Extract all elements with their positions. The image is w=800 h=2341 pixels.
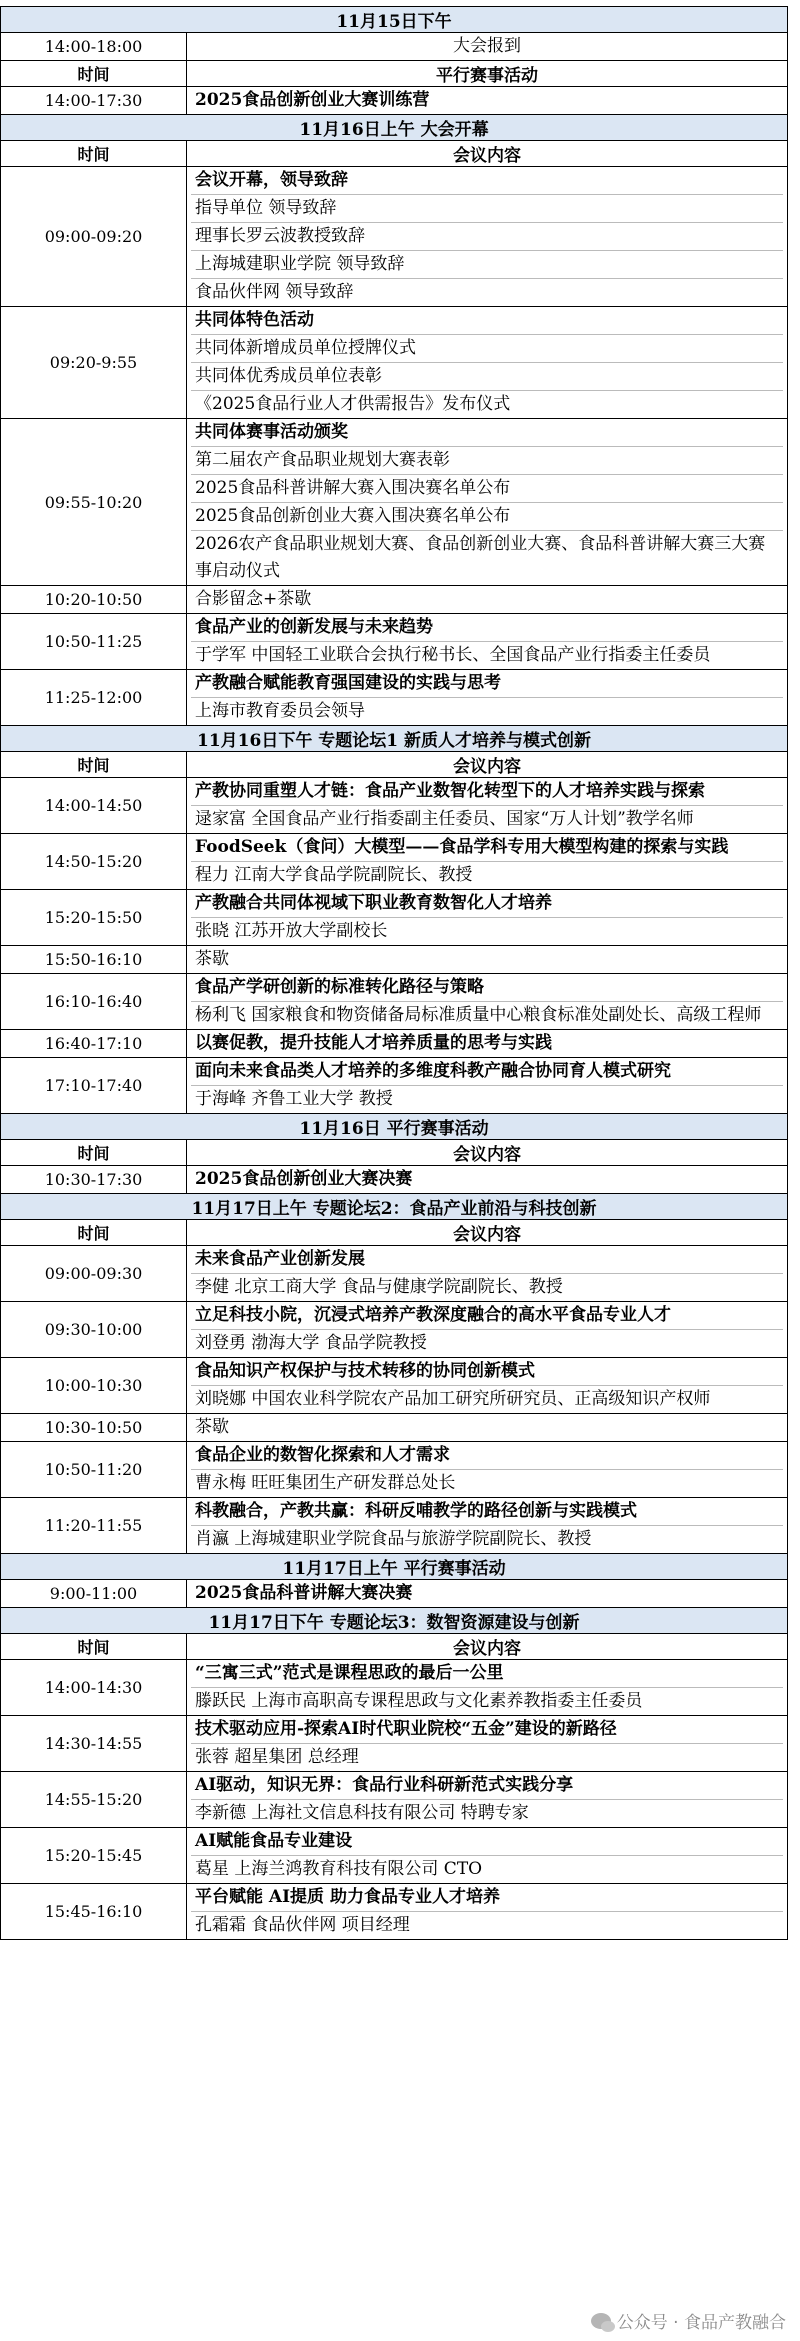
section-title: 11月17日上午 平行赛事活动 [1, 1554, 788, 1580]
session-time: 10:30-17:30 [1, 1166, 187, 1194]
time-column-header: 时间 [1, 1140, 187, 1166]
time-column-header: 时间 [1, 1220, 187, 1246]
session-detail: 杨利飞 国家粮食和物资储备局标准质量中心粮食标准处副处长、高级工程师 [195, 1005, 762, 1025]
session-title: 食品知识产权保护与技术转移的协同创新模式 [191, 1358, 783, 1386]
session-detail: 《2025食品行业人才供需报告》发布仪式 [195, 394, 511, 414]
section-header-row [1, 726, 788, 752]
session-row [1, 670, 788, 726]
time-column-header: 时间 [1, 752, 187, 778]
session-content [187, 778, 788, 834]
session-content [187, 946, 788, 974]
section-header-row [1, 1114, 788, 1140]
session-title: 平台赋能 AI提质 助力食品专业人才培养 [191, 1884, 783, 1912]
session-detail: 大会报到 [453, 36, 521, 56]
session-row [1, 946, 788, 974]
session-content [187, 1058, 788, 1114]
session-title: 面向未来食品类人才培养的多维度科教产融合协同育人模式研究 [191, 1058, 783, 1086]
session-detail: 食品伙伴网 领导致辞 [195, 282, 354, 302]
session-content [187, 1030, 788, 1058]
time-column-header: 时间 [1, 141, 187, 167]
session-detail: 滕跃民 上海市高职高专课程思政与文化素养教指委主任委员 [195, 1691, 643, 1711]
session-content [187, 670, 788, 726]
session-time: 11:20-11:55 [1, 1498, 187, 1554]
time-column-header: 时间 [1, 1634, 187, 1660]
session-content [187, 1442, 788, 1498]
section-header-row [1, 1194, 788, 1220]
session-detail: 2025食品科普讲解大赛入围决赛名单公布 [191, 475, 783, 503]
session-title: FoodSeek（食问）大模型——食品学科专用大模型构建的探索与实践 [191, 834, 783, 862]
session-time: 09:00-09:20 [1, 167, 187, 307]
session-row [1, 307, 788, 419]
session-time: 14:00-18:00 [1, 33, 187, 61]
session-content [187, 614, 788, 670]
section-title: 11月16日下午 专题论坛1 新质人才培养与模式创新 [1, 726, 788, 752]
column-header-row [1, 1634, 788, 1660]
session-row [1, 586, 788, 614]
session-row [1, 1442, 788, 1498]
session-detail: 第二届农产食品职业规划大赛表彰 [191, 447, 783, 475]
session-row [1, 1166, 788, 1194]
section-header-row [1, 1608, 788, 1634]
section-title: 11月16日上午 大会开幕 [1, 115, 788, 141]
session-detail: 2026农产食品职业规划大赛、食品创新创业大赛、食品科普讲解大赛三大赛事启动仪式 [195, 534, 766, 581]
session-title: AI驱动，知识无界：食品行业科研新范式实践分享 [191, 1772, 783, 1800]
session-content [187, 1498, 788, 1554]
session-content [187, 834, 788, 890]
session-content [187, 1246, 788, 1302]
session-row [1, 1716, 788, 1772]
session-time: 14:00-14:30 [1, 1660, 187, 1716]
session-time: 10:30-10:50 [1, 1414, 187, 1442]
content-column-header: 会议内容 [187, 1140, 788, 1166]
session-detail: 张蓉 超星集团 总经理 [195, 1747, 359, 1767]
session-title: 2025食品创新创业大赛训练营 [195, 90, 430, 110]
content-column-header: 会议内容 [187, 141, 788, 167]
session-detail: 李健 北京工商大学 食品与健康学院副院长、教授 [195, 1277, 563, 1297]
session-detail: 曹永梅 旺旺集团生产研发群总处长 [195, 1473, 456, 1493]
session-time: 14:00-14:50 [1, 778, 187, 834]
session-detail: 理事长罗云波教授致辞 [191, 223, 783, 251]
session-title: AI赋能食品专业建设 [191, 1828, 783, 1856]
session-title: 产教融合共同体视域下职业教育数智化人才培养 [191, 890, 783, 918]
session-time: 15:50-16:10 [1, 946, 187, 974]
watermark-text: 公众号 · 食品产教融合 [616, 2313, 786, 2333]
content-column-header: 会议内容 [187, 1220, 788, 1246]
session-content [187, 167, 788, 307]
column-header-row [1, 1140, 788, 1166]
session-detail: 孔霜霜 食品伙伴网 项目经理 [195, 1915, 410, 1935]
session-title: 科教融合，产教共赢：科研反哺教学的路径创新与实践模式 [191, 1498, 783, 1526]
session-time: 16:40-17:10 [1, 1030, 187, 1058]
session-title: 立足科技小院，沉浸式培养产教深度融合的高水平食品专业人才 [191, 1302, 783, 1330]
session-row [1, 1030, 788, 1058]
schedule-body [1, 7, 788, 1940]
session-detail: 刘晓娜 中国农业科学院农产品加工研究所研究员、正高级知识产权师 [195, 1389, 711, 1409]
session-title: 2025食品科普讲解大赛决赛 [195, 1583, 413, 1603]
session-time: 09:20-9:55 [1, 307, 187, 419]
time-column-header: 时间 [1, 61, 187, 87]
section-header-row [1, 115, 788, 141]
session-content [187, 1358, 788, 1414]
session-title: 共同体赛事活动颁奖 [191, 419, 783, 447]
session-row [1, 778, 788, 834]
session-detail: 上海城建职业学院 领导致辞 [191, 251, 783, 279]
session-detail: 葛星 上海兰鸿教育科技有限公司 CTO [195, 1859, 483, 1879]
session-detail: 逯家富 全国食品产业行指委副主任委员、国家“万人计划”教学名师 [195, 809, 694, 829]
session-detail: 于学军 中国轻工业联合会执行秘书长、全国食品产业行指委主任委员 [195, 645, 711, 665]
session-detail: 指导单位 领导致辞 [191, 195, 783, 223]
session-time: 14:30-14:55 [1, 1716, 187, 1772]
session-detail: 茶歇 [195, 1417, 229, 1437]
session-time: 16:10-16:40 [1, 974, 187, 1030]
session-content [187, 1580, 788, 1608]
content-column-header: 平行赛事活动 [187, 61, 788, 87]
session-time: 14:50-15:20 [1, 834, 187, 890]
session-title: 食品产学研创新的标准转化路径与策略 [191, 974, 783, 1002]
session-title: 会议开幕，领导致辞 [191, 167, 783, 195]
section-title: 11月17日下午 专题论坛3：数智资源建设与创新 [1, 1608, 788, 1634]
session-row [1, 1580, 788, 1608]
session-title: 食品产业的创新发展与未来趋势 [191, 614, 783, 642]
session-title: 技术驱动应用-探索AI时代职业院校“五金”建设的新路径 [191, 1716, 783, 1744]
session-row [1, 33, 788, 61]
session-detail: 共同体优秀成员单位表彰 [191, 363, 783, 391]
session-row [1, 1772, 788, 1828]
session-content [187, 1716, 788, 1772]
session-time: 14:00-17:30 [1, 87, 187, 115]
session-row [1, 614, 788, 670]
session-row [1, 1414, 788, 1442]
content-column-header: 会议内容 [187, 752, 788, 778]
session-content [187, 1166, 788, 1194]
session-detail: 李新德 上海社文信息科技有限公司 特聘专家 [195, 1803, 529, 1823]
section-title: 11月15日下午 [1, 7, 788, 33]
session-row [1, 1660, 788, 1716]
session-time: 09:30-10:00 [1, 1302, 187, 1358]
section-title: 11月17日上午 专题论坛2：食品产业前沿与科技创新 [1, 1194, 788, 1220]
session-time: 9:00-11:00 [1, 1580, 187, 1608]
session-title: 2025食品创新创业大赛决赛 [195, 1169, 413, 1189]
session-title: 未来食品产业创新发展 [191, 1246, 783, 1274]
session-time: 15:45-16:10 [1, 1884, 187, 1940]
content-column-header: 会议内容 [187, 1634, 788, 1660]
session-row [1, 834, 788, 890]
session-detail: 合影留念+茶歇 [195, 589, 312, 609]
session-content [187, 1828, 788, 1884]
session-row [1, 1302, 788, 1358]
session-content [187, 87, 788, 115]
session-row [1, 419, 788, 586]
session-detail: 2025食品创新创业大赛入围决赛名单公布 [191, 503, 783, 531]
session-row [1, 974, 788, 1030]
session-row [1, 1498, 788, 1554]
session-time: 10:50-11:20 [1, 1442, 187, 1498]
session-detail: 肖瀛 上海城建职业学院食品与旅游学院副院长、教授 [195, 1529, 592, 1549]
wechat-icon [591, 2313, 611, 2329]
session-title: 产教融合赋能教育强国建设的实践与思考 [191, 670, 783, 698]
session-content [187, 586, 788, 614]
session-time: 10:50-11:25 [1, 614, 187, 670]
session-time: 15:20-15:50 [1, 890, 187, 946]
session-content [187, 33, 788, 61]
session-row [1, 1884, 788, 1940]
session-detail: 张晓 江苏开放大学副校长 [195, 921, 388, 941]
column-header-row [1, 141, 788, 167]
session-time: 11:25-12:00 [1, 670, 187, 726]
session-title: 以赛促教，提升技能人才培养质量的思考与实践 [195, 1033, 552, 1053]
session-detail: 于海峰 齐鲁工业大学 教授 [195, 1089, 393, 1109]
session-row [1, 890, 788, 946]
session-content [187, 890, 788, 946]
session-time: 09:00-09:30 [1, 1246, 187, 1302]
session-content [187, 1772, 788, 1828]
session-content [187, 419, 788, 586]
session-content [187, 1302, 788, 1358]
session-row [1, 1358, 788, 1414]
session-content [187, 974, 788, 1030]
session-detail: 刘登勇 渤海大学 食品学院教授 [195, 1333, 427, 1353]
session-row [1, 1058, 788, 1114]
session-time: 14:55-15:20 [1, 1772, 187, 1828]
session-time: 09:55-10:20 [1, 419, 187, 586]
section-title: 11月16日 平行赛事活动 [1, 1114, 788, 1140]
session-time: 10:00-10:30 [1, 1358, 187, 1414]
session-row [1, 1828, 788, 1884]
session-content [187, 307, 788, 419]
watermark [591, 2308, 786, 2333]
column-header-row [1, 752, 788, 778]
session-time: 15:20-15:45 [1, 1828, 187, 1884]
section-header-row [1, 1554, 788, 1580]
session-title: 产教协同重塑人才链：食品产业数智化转型下的人才培养实践与探索 [191, 778, 783, 806]
column-header-row [1, 61, 788, 87]
session-content [187, 1414, 788, 1442]
session-detail: 上海市教育委员会领导 [195, 701, 365, 721]
column-header-row [1, 1220, 788, 1246]
session-title: “三寓三式”范式是课程思政的最后一公里 [191, 1660, 783, 1688]
session-title: 共同体特色活动 [191, 307, 783, 335]
session-detail: 茶歇 [195, 949, 229, 969]
session-row [1, 1246, 788, 1302]
session-detail: 共同体新增成员单位授牌仪式 [191, 335, 783, 363]
session-title: 食品企业的数智化探索和人才需求 [191, 1442, 783, 1470]
session-row [1, 167, 788, 307]
session-row [1, 87, 788, 115]
session-time: 17:10-17:40 [1, 1058, 187, 1114]
session-detail: 程力 江南大学食品学院副院长、教授 [195, 865, 473, 885]
session-time: 10:20-10:50 [1, 586, 187, 614]
schedule-table [0, 6, 788, 1940]
session-content [187, 1660, 788, 1716]
session-content [187, 1884, 788, 1940]
section-header-row [1, 7, 788, 33]
